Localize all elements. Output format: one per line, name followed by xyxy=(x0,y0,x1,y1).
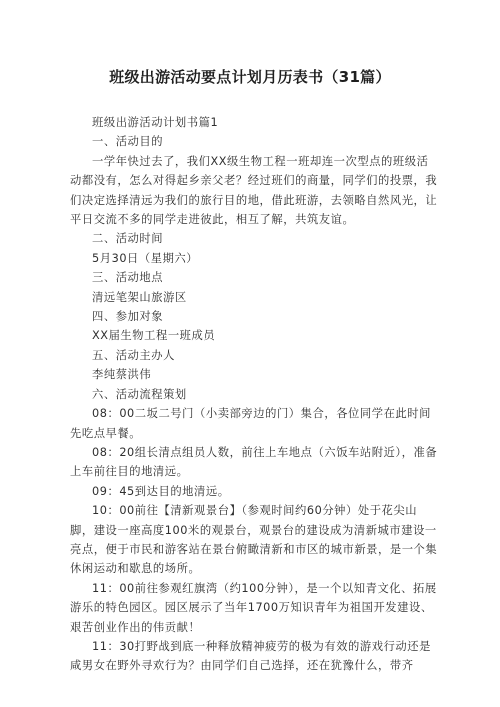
paragraph-purpose: 一学年快过去了，我们XX级生物工程一班却连一次型点的班级活动都没有，怎么对得起乡亲父老？经过班们的商量，同学们的投票，我们决定选择清远为我们的旅行目的地，借此班游，去领略自然风光，让平日交流不多的同学走进彼此，相互了解，共筑友谊。 xyxy=(70,154,438,227)
section-heading-plan: 班级出游活动计划书篇1 xyxy=(92,116,219,129)
schedule-item-0945: 09：45到达目的地清远。 xyxy=(92,484,230,498)
schedule-item-1130: 11：30打野战到底一种释放精神疲劳的极为有效的游戏行动还是咸男女在野外寻欢行为？由同学们自己选择，还在犹豫什么，带齐 xyxy=(70,639,431,673)
heading-location: 三、活动地点 xyxy=(92,271,164,285)
heading-organizer: 五、活动主办人 xyxy=(92,348,175,362)
document-body xyxy=(70,113,440,676)
schedule-item-0820: 08：20组长清点组员人数，前往上车地点（六饭车站附近），准备上车前往目的地清远。 xyxy=(70,445,438,479)
activity-participants: XX届生物工程一班成员 xyxy=(92,329,216,343)
heading-schedule: 六、活动流程策划 xyxy=(92,387,187,401)
schedule-item-1000: 10：00前往【清新观景台】（参观时间约60分钟）处于花尖山脚，建设一座高度100米的观景台，观景台的建设成为清新城市建设一亮点，便于市民和游客站在景台俯瞰清新和市区的城市新景，是一个集休闲运动和歇息的场所。 xyxy=(70,504,438,576)
heading-participants: 四、参加对象 xyxy=(92,310,164,324)
heading-purpose: 一、活动目的 xyxy=(92,135,164,149)
schedule-item-1100: 11：00前往参观红旗湾（约100分钟），是一个以知青文化、拓展游乐的特色园区。园区展示了当年1700万知识青年为祖国开发建设、艰苦创业作出的伟贡献！ xyxy=(70,581,437,634)
heading-time: 二、活动时间 xyxy=(92,232,164,246)
activity-organizer: 李纯蔡洪伟 xyxy=(92,368,152,382)
activity-location: 清远笔架山旅游区 xyxy=(92,290,187,304)
activity-time: 5月30日（星期六） xyxy=(92,251,199,265)
document-title: 班级出游活动要点计划月历表书（31篇） xyxy=(109,68,391,86)
schedule-item-0800: 08：00二坂二号门（小卖部旁边的门）集合，各位同学在此时间先吃点早餐。 xyxy=(70,407,431,440)
